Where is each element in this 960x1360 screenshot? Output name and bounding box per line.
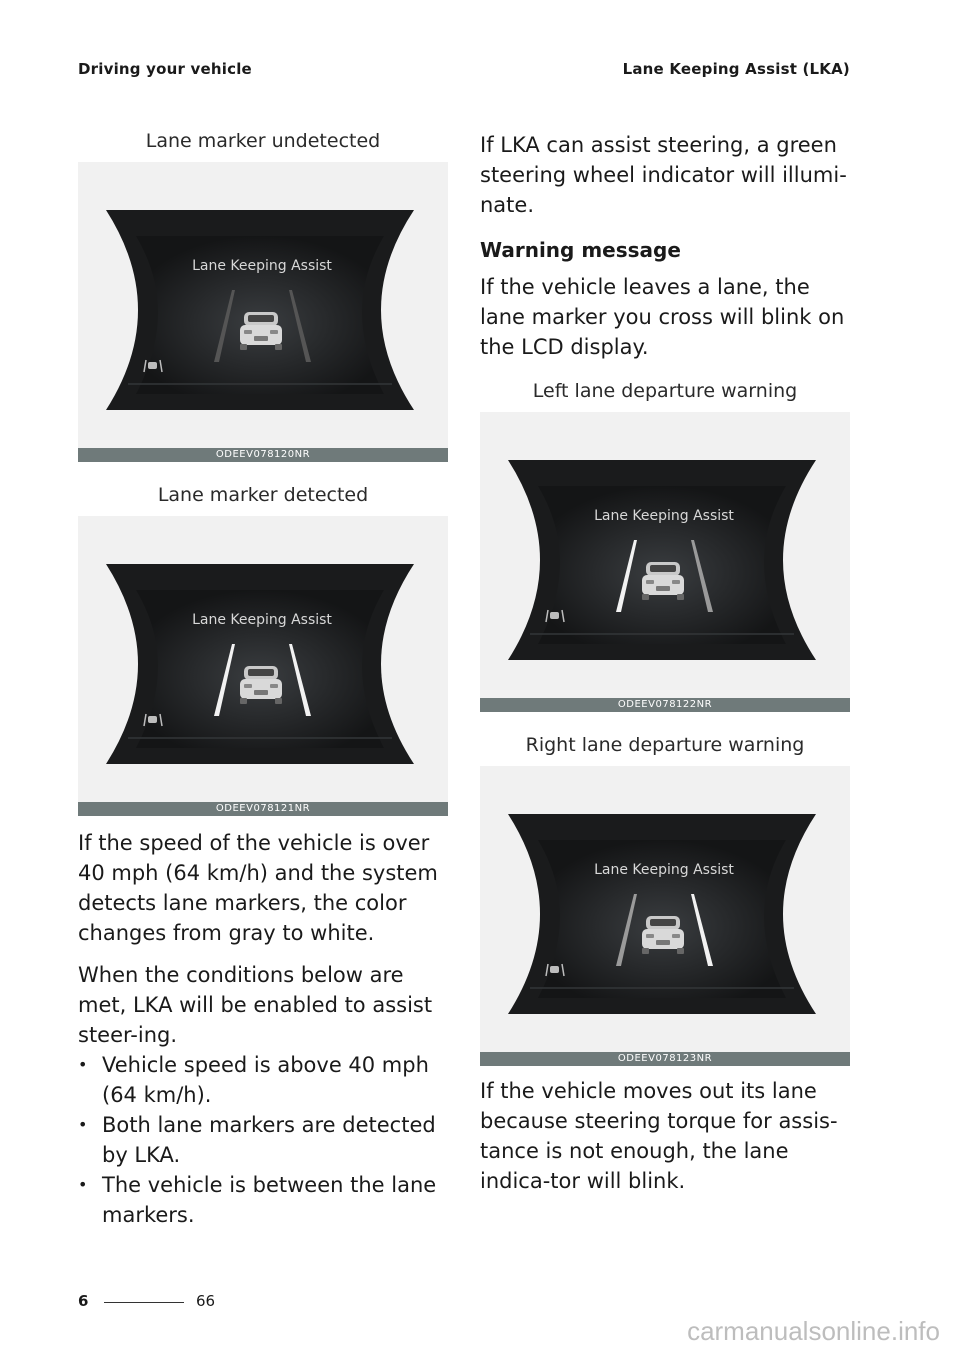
header-section-title: Driving your vehicle [78,60,252,78]
conditions-list [78,1050,448,1230]
paragraph: When the conditions below are met, LKA will be enabled to assist steer-ing. [78,963,433,1047]
page-number: 66 [196,1292,216,1310]
figure-code: ODEEV078122NR [480,698,850,712]
figure-code: ODEEV078120NR [78,448,448,462]
left-column [78,130,448,1230]
car-icon [642,916,684,954]
paragraph: If LKA can assist steering, a green steering wheel indicator will illumi-nate. [480,133,847,217]
lka-screen-svg [78,162,448,448]
figure-code: ODEEV078123NR [480,1052,850,1066]
footer-rule [104,1302,184,1303]
figure-code: ODEEV078121NR [78,802,448,816]
paragraph: If the vehicle leaves a lane, the lane marker you cross will blink on the LCD display. [480,275,845,359]
list-item: • The vehicle is between the lane markers. [78,1170,448,1230]
paragraph: If the speed of the vehicle is over 40 mph (64 km/h) and the system detects lane markers, the color changes from gray to white. [78,831,438,945]
cluster-display-image [480,412,850,698]
figure-caption: Lane marker undetected [145,130,381,152]
watermark: carmanualsonline.info [687,1316,940,1346]
figure-caption: Left lane departure warning [532,380,798,402]
lka-screen-svg [480,412,850,698]
display-title: Lane Keeping Assist [594,862,734,878]
display-title: Lane Keeping Assist [594,508,734,524]
figure-lane-marker-detected [78,516,448,816]
figure-right-lane-departure [480,766,850,1066]
lka-screen-svg [480,766,850,1052]
display-title: Lane Keeping Assist [192,258,332,274]
cluster-display-image [480,766,850,1052]
car-icon [240,312,282,350]
car-icon [240,666,282,704]
list-item: • Both lane markers are detected by LKA. [78,1110,448,1170]
header-topic-title: Lane Keeping Assist (LKA) [622,60,850,78]
display-title: Lane Keeping Assist [192,612,332,628]
section-number: 6 [78,1292,89,1310]
list-item: • Vehicle speed is above 40 mph (64 km/h). [78,1050,448,1110]
cluster-display-image [78,516,448,802]
cluster-display-image [78,162,448,448]
figure-lane-marker-undetected [78,162,448,462]
car-icon [642,562,684,600]
right-column [480,130,850,1208]
section-subheading: Warning message [480,238,681,262]
figure-caption: Right lane departure warning [525,734,805,756]
figure-left-lane-departure [480,412,850,712]
lka-screen-svg [78,516,448,802]
paragraph: If the vehicle moves out its lane because steering torque for assis-tance is not enough, the lane indica-tor will blink. [480,1079,838,1193]
figure-caption: Lane marker detected [157,484,369,506]
